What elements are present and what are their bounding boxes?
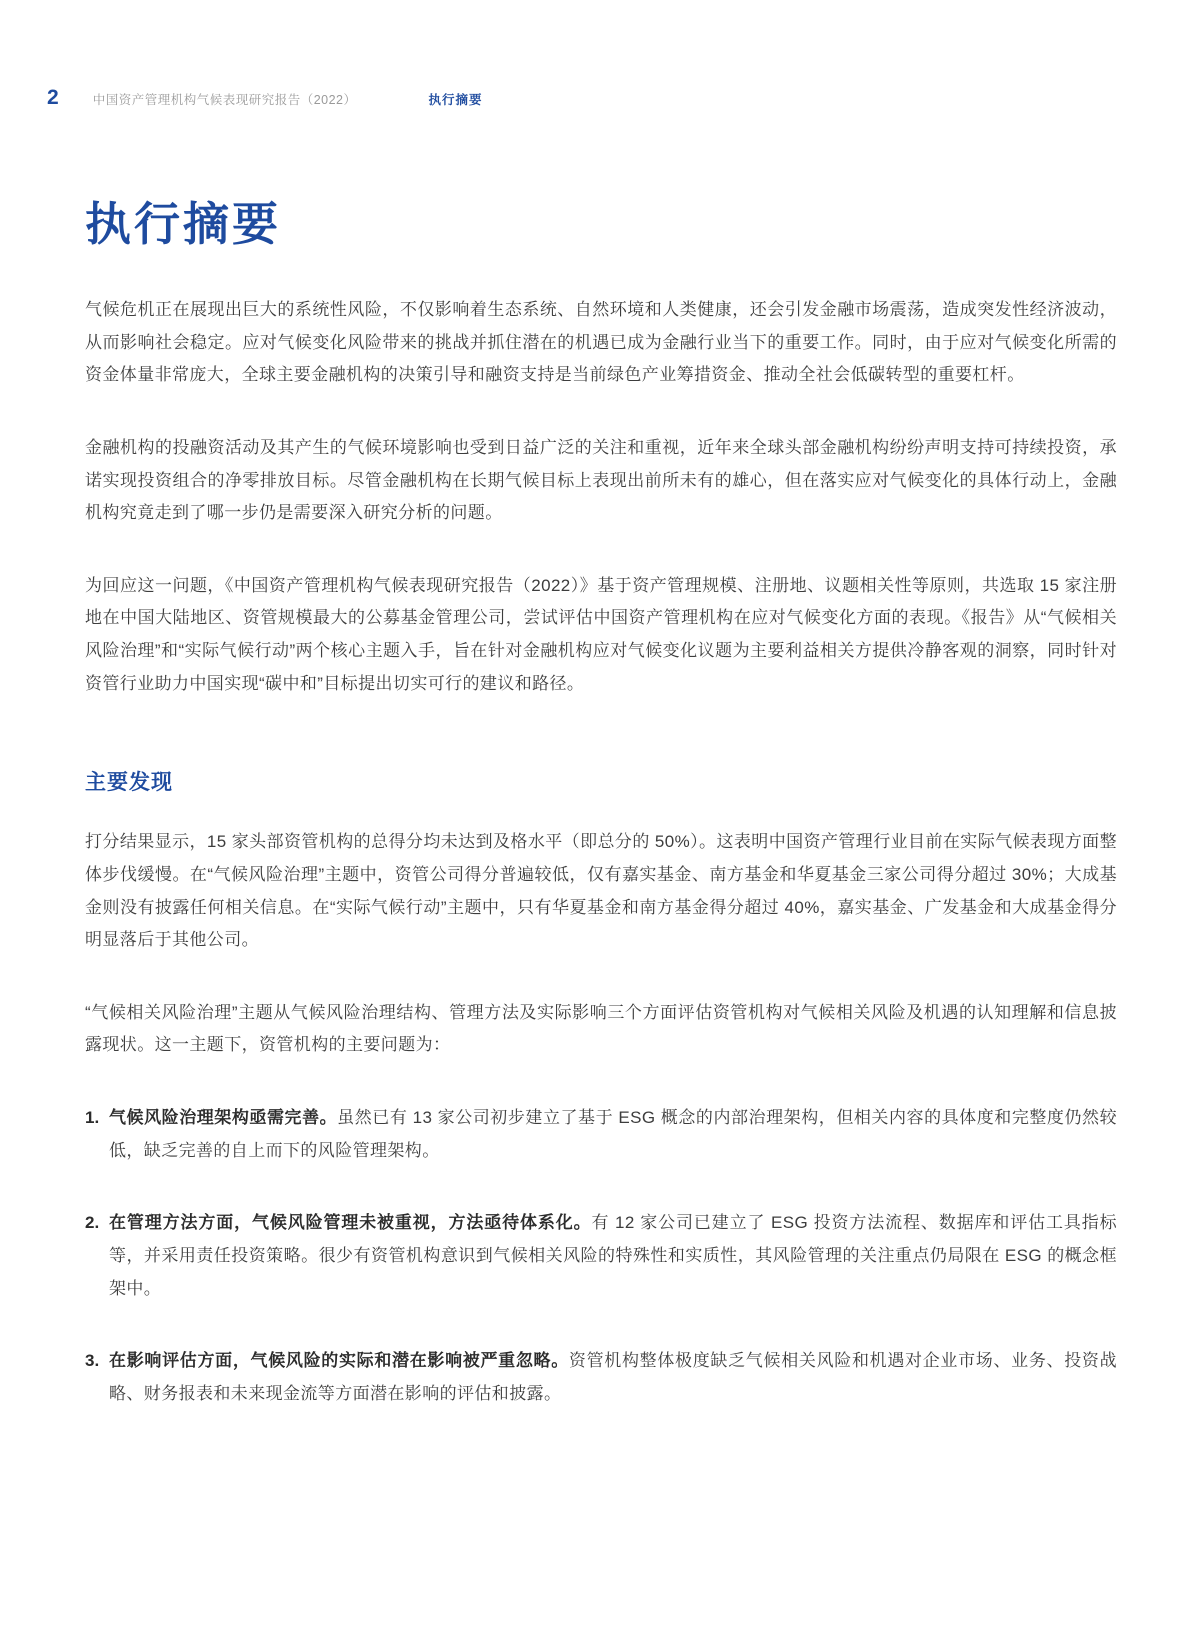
list-item-2-body: 有 12 家公司已建立了 ESG 投资方法流程、数据库和评估工具指标等，并采用责任投资策略。很少有资管机构意识到气候相关风险的特殊性和实质性，其风险管理的关注重点仍局限在 ESG 的概念框架中。 [109,1213,1117,1298]
list-item-2-text [109,1207,1117,1305]
list-item-3-body: 资管机构整体极度缺乏气候相关风险和机遇对企业市场、业务、投资战略、财务报表和未来现金流等方面潜在影响的评估和披露。 [109,1351,1117,1403]
findings-paragraph-2: “气候相关风险治理”主题从气候风险治理结构、管理方法及实际影响三个方面评估资管机构对气候相关风险及机遇的认知理解和信息披露现状。这一主题下，资管机构的主要问题为： [85,1002,1117,1055]
section-heading-key-findings: 主要发现 [85,771,173,795]
list-item-1-number: 1. [85,1108,100,1127]
list-item-1 [85,1102,1117,1167]
intro-paragraph-3: 为回应这一问题，《中国资产管理机构气候表现研究报告（2022）》基于资产管理规模、注册地、议题相关性等原则，共选取 15 家注册地在中国大陆地区、资管规模最大的公募基金管理公司，尝试评估中国资产管理机构在应对气候变化方面的表现。《报告》从“气候相关风险治理”和“实际气候行动”两个核心主题入手，旨在针对金融机构应对气候变化议题为主要利益相关方提供冷静客观的洞察，同时针对资管行业助力中国实现“碳中和”目标提出切实可行的建议和路径。 [85,575,1117,693]
intro-paragraph-1: 气候危机正在展现出巨大的系统性风险，不仅影响着生态系统、自然环境和人类健康，还会引发金融市场震荡，造成突发性经济波动，从而影响社会稳定。应对气候变化风险带来的挑战并抓住潜在的机遇已成为金融行业当下的重要工作。同时，由于应对气候变化所需的资金体量非常庞大，全球主要金融机构的决策引导和融资支持是当前绿色产业筹措资金、推动全社会低碳转型的重要杠杆。 [85,300,1117,385]
key-issues-list [85,1102,1117,1410]
page-header [47,86,1115,110]
list-item-1-text [109,1102,1117,1167]
list-item-3 [85,1345,1117,1410]
list-item-1-lead: 气候风险治理架构亟需完善。 [109,1108,338,1127]
page-number: 2 [47,86,59,109]
intro-paragraph-2: 金融机构的投融资活动及其产生的气候环境影响也受到日益广泛的关注和重视，近年来全球头部金融机构纷纷声明支持可持续投资，承诺实现投资组合的净零排放目标。尽管金融机构在长期气候目标上表现出前所未有的雄心，但在落实应对气候变化的具体行动上，金融机构究竟走到了哪一步仍是需要深入研究分析的问题。 [85,437,1117,523]
list-item-2-lead: 在管理方法方面，气候风险管理未被重视，方法亟待体系化。 [109,1213,592,1233]
list-item-3-text [109,1345,1117,1410]
findings-paragraph-1: 打分结果显示，15 家头部资管机构的总得分均未达到及格水平（即总分的 50%）。这表明中国资产管理行业目前在实际气候表现方面整体步伐缓慢。在“气候风险治理”主题中，资管公司得分普遍较低，仅有嘉实基金、南方基金和华夏基金三家公司得分超过 30%；大成基金则没有披露任何相关信息。在“实际气候行动”主题中，只有华夏基金和南方基金得分超过 40%，嘉实基金、广发基金和大成基金得分明显落后于其他公司。 [85,832,1117,950]
list-item-2-number: 2. [85,1213,100,1233]
header-section-label: 执行摘要 [428,93,483,107]
page-title: 执行摘要 [85,198,281,250]
content-column [85,188,1117,1450]
list-item-3-number: 3. [85,1351,100,1371]
list-item-1-body: 虽然已有 13 家公司初步建立了基于 ESG 概念的内部治理架构，但相关内容的具体度和完整度仍然较低，缺乏完善的自上而下的风险管理架构。 [109,1108,1117,1160]
report-title: 中国资产管理机构气候表现研究报告（2022） [92,93,357,107]
list-item-2 [85,1207,1117,1305]
list-item-3-lead: 在影响评估方面，气候风险的实际和潜在影响被严重忽略。 [109,1351,569,1371]
